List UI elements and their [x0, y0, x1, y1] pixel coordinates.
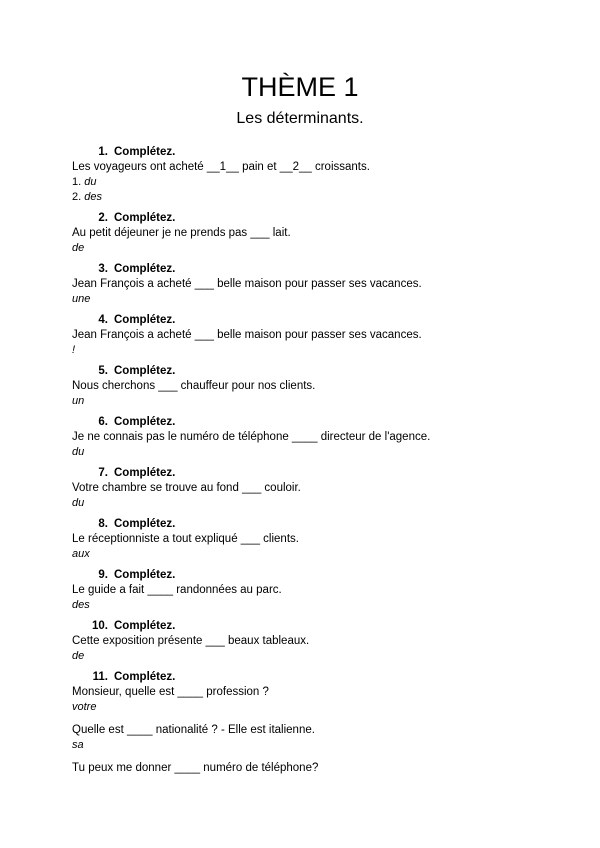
exercise-instruction: Complétez. [114, 416, 176, 428]
exercise-answer: sa [72, 739, 84, 751]
exercise-question: Au petit déjeuner je ne prends pas ___ lait. [72, 227, 291, 239]
exercise-question: Nous cherchons ___ chauffeur pour nos clients. [72, 380, 316, 392]
exercise-list [72, 145, 572, 776]
exercise-question: Jean François a acheté ___ belle maison pour passer ses vacances. [72, 329, 422, 341]
page-subtitle: Les déterminants. [236, 110, 364, 127]
exercise-instruction: Complétez. [114, 467, 176, 479]
exercise-answer: des [72, 599, 90, 611]
exercise-question: Cette exposition présente ___ beaux tableaux. [72, 635, 310, 647]
exercise-question: Jean François a acheté ___ belle maison pour passer ses vacances. [72, 278, 422, 290]
exercise-heading [72, 211, 572, 226]
exercise-answer: de [72, 242, 85, 254]
exercise-heading [72, 145, 572, 160]
exercise-number: 7. [98, 467, 108, 479]
exercise-question: Je ne connais pas le numéro de téléphone ____ directeur de l'agence. [72, 431, 431, 443]
exercise-heading [72, 262, 572, 277]
exercise-instruction: Complétez. [114, 569, 176, 581]
exercise-answer: un [72, 395, 85, 407]
exercise-answer: aux [72, 548, 90, 560]
exercise-number: 10. [92, 620, 108, 632]
exercise-instruction: Complétez. [114, 314, 176, 326]
exercise-instruction: Complétez. [114, 365, 176, 377]
exercise-number: 5. [98, 365, 108, 377]
exercise-answer: votre [72, 701, 97, 713]
exercise-instruction: Complétez. [114, 620, 176, 632]
exercise-question: Le guide a fait ____ randonnées au parc. [72, 584, 282, 596]
exercise-heading [72, 466, 572, 481]
exercise-8 [72, 517, 572, 562]
exercise-number: 1. [98, 146, 108, 158]
exercise-7 [72, 466, 572, 511]
exercise-heading [72, 415, 572, 430]
answer-value: du [84, 176, 97, 188]
exercise-11 [72, 670, 572, 776]
exercise-question: Les voyageurs ont acheté __1__ pain et __2__ croissants. [72, 161, 370, 173]
exercise-heading [72, 619, 572, 634]
exercise-question: Votre chambre se trouve au fond ___ couloir. [72, 482, 301, 494]
exercise-instruction: Complétez. [114, 146, 176, 158]
exercise-answer: de [72, 650, 85, 662]
exercise-2 [72, 211, 572, 256]
exercise-heading [72, 364, 572, 379]
exercise-number: 9. [98, 569, 108, 581]
exercise-heading [72, 568, 572, 583]
answer-index: 1. [72, 176, 82, 188]
exercise-10 [72, 619, 572, 664]
exercise-instruction: Complétez. [114, 671, 176, 683]
exercise-answer [72, 175, 572, 190]
exercise-1 [72, 145, 572, 205]
exercise-number: 11. [92, 671, 108, 683]
exercise-heading [72, 517, 572, 532]
exercise-question: Quelle est ____ nationalité ? - Elle est italienne. [72, 724, 315, 736]
exercise-answer: ! [72, 344, 76, 356]
exercise-6 [72, 415, 572, 460]
exercise-instruction: Complétez. [114, 212, 176, 224]
exercise-number: 6. [98, 416, 108, 428]
exercise-number: 2. [98, 212, 108, 224]
page-title: THÈME 1 [241, 72, 359, 102]
exercise-question: Monsieur, quelle est ____ profession ? [72, 686, 269, 698]
answer-index: 2. [72, 191, 82, 203]
exercise-number: 4. [98, 314, 108, 326]
exercise-answer [72, 190, 572, 205]
exercise-heading [72, 670, 572, 685]
exercise-heading [72, 313, 572, 328]
exercise-4 [72, 313, 572, 358]
exercise-question: Le réceptionniste a tout expliqué ___ clients. [72, 533, 299, 545]
exercise-number: 8. [98, 518, 108, 530]
exercise-instruction: Complétez. [114, 263, 176, 275]
exercise-number: 3. [98, 263, 108, 275]
exercise-instruction: Complétez. [114, 518, 176, 530]
answer-value: des [84, 191, 102, 203]
exercise-question: Tu peux me donner ____ numéro de téléphone? [72, 762, 319, 774]
exercise-answer: du [72, 497, 85, 509]
exercise-9 [72, 568, 572, 613]
exercise-3 [72, 262, 572, 307]
exercise-5 [72, 364, 572, 409]
exercise-answer: une [72, 293, 91, 305]
exercise-answer: du [72, 446, 85, 458]
